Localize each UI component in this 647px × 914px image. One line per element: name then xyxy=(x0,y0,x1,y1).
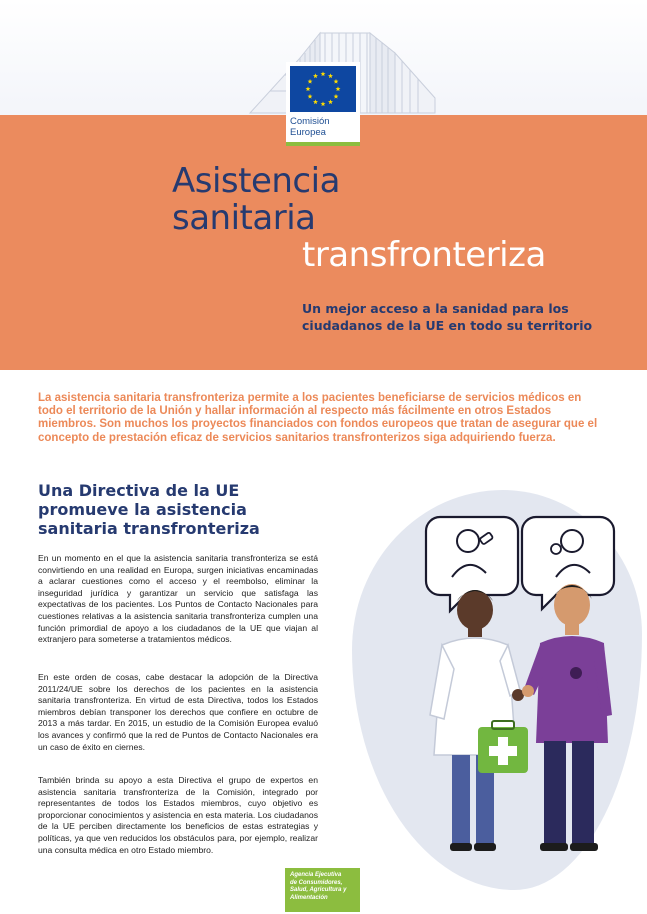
page-title xyxy=(172,163,546,274)
european-commission-logo xyxy=(286,62,360,146)
eu-star-icon xyxy=(306,86,311,91)
body-paragraph-2: En este orden de cosas, cabe destacar la adopción de la Directiva 2011/24/UE sobre los derechos de los pacientes en la asistencia sanitaria transfronteriza. En virtud de esta Directiva, todos los Estados miembros debían transponer los derechos que confiere en octubre de 2013 a más tardar. En 2015, un estudio de la Comisión Europea evaluó los avances y confirmó que la red de Puntos de Contacto Nacionales era un caso de éxito en ciernes. xyxy=(38,672,318,752)
patient-figure xyxy=(522,584,612,851)
eu-star-icon xyxy=(313,73,318,78)
eu-star-icon xyxy=(328,73,333,78)
first-aid-case-icon xyxy=(478,721,528,773)
logo-line1: Comisión xyxy=(290,116,330,127)
eu-star-icon xyxy=(334,94,339,99)
eu-star-icon xyxy=(313,99,318,104)
title-line-2: sanitaria xyxy=(172,198,316,238)
eu-star-icon xyxy=(336,86,341,91)
page-subtitle: Un mejor acceso a la sanidad para los ciudadanos de la UE en todo su territorio xyxy=(302,301,593,333)
eu-star-icon xyxy=(328,99,333,104)
section-heading: Una Directiva de la UE promueve la asistencia sanitaria transfronteriza xyxy=(38,481,260,538)
agency-line4: Alimentación xyxy=(290,894,328,901)
agency-line2: de Consumidores, xyxy=(290,879,343,886)
title-line-3: transfronteriza xyxy=(302,235,546,275)
agency-line1: Agencia Ejecutiva xyxy=(290,872,342,878)
intro-paragraph: La asistencia sanitaria transfronteriza permite a los pacientes beneficiarse de servicios médicos en todo el territorio de la Unión y hallar información al respecto más fácilmente en otros Estados miembros. Son muchos los proyectos financiados con fondos europeos que tratan de asegurar que el concepto de prestación eficaz de servicios sanitarios transfronterizos siga adquiriendo fuerza. xyxy=(38,392,598,444)
agency-line3: Salud, Agricultura y xyxy=(290,887,347,893)
title-line-1: Asistencia xyxy=(172,161,340,201)
eu-star-icon xyxy=(308,79,313,84)
eu-flag-icon xyxy=(290,66,356,112)
agency-badge xyxy=(285,868,360,912)
logo-text xyxy=(290,116,330,138)
eu-star-icon xyxy=(321,71,326,76)
eu-star-icon xyxy=(308,94,313,99)
eu-star-icon xyxy=(334,79,339,84)
doctor-patient-illustration xyxy=(380,505,647,875)
body-paragraph-3: También brinda su apoyo a esta Directiva el grupo de expertos en asistencia sanitaria transfronteriza de la Comisión, integrado por representantes de todos los Estados miembros, cuyo objetivo es proporcionar conocimientos y asistencia en esta materia. Los ciudadanos de la UE perciben directamente los beneficios de estas estrategias y políticas, ya que ven reducidos los obstáculos para, por ejemplo, realizar una consulta médica en otro Estado miembro. xyxy=(38,775,318,855)
logo-line2: Europea xyxy=(290,127,326,138)
eu-star-icon xyxy=(321,101,326,106)
body-paragraph-1: En un momento en el que la asistencia sanitaria transfronteriza se está convirtiendo en una realidad en Europa, surgen iniciativas encaminadas a aclarar cuestiones como el acceso y el reembolso, eliminar la inseguridad jurídica y garantizar un servicio que satisfaga las expectativas de los pacientes. Los Puntos de Contacto Nacionales para cuestiones relativas a la asistencia sanitaria transfronteriza cumplen una función primordial de apoyo a los ciudadanos de la UE que viajan al extranjero para someterse a tratamientos médicos. xyxy=(38,553,318,645)
